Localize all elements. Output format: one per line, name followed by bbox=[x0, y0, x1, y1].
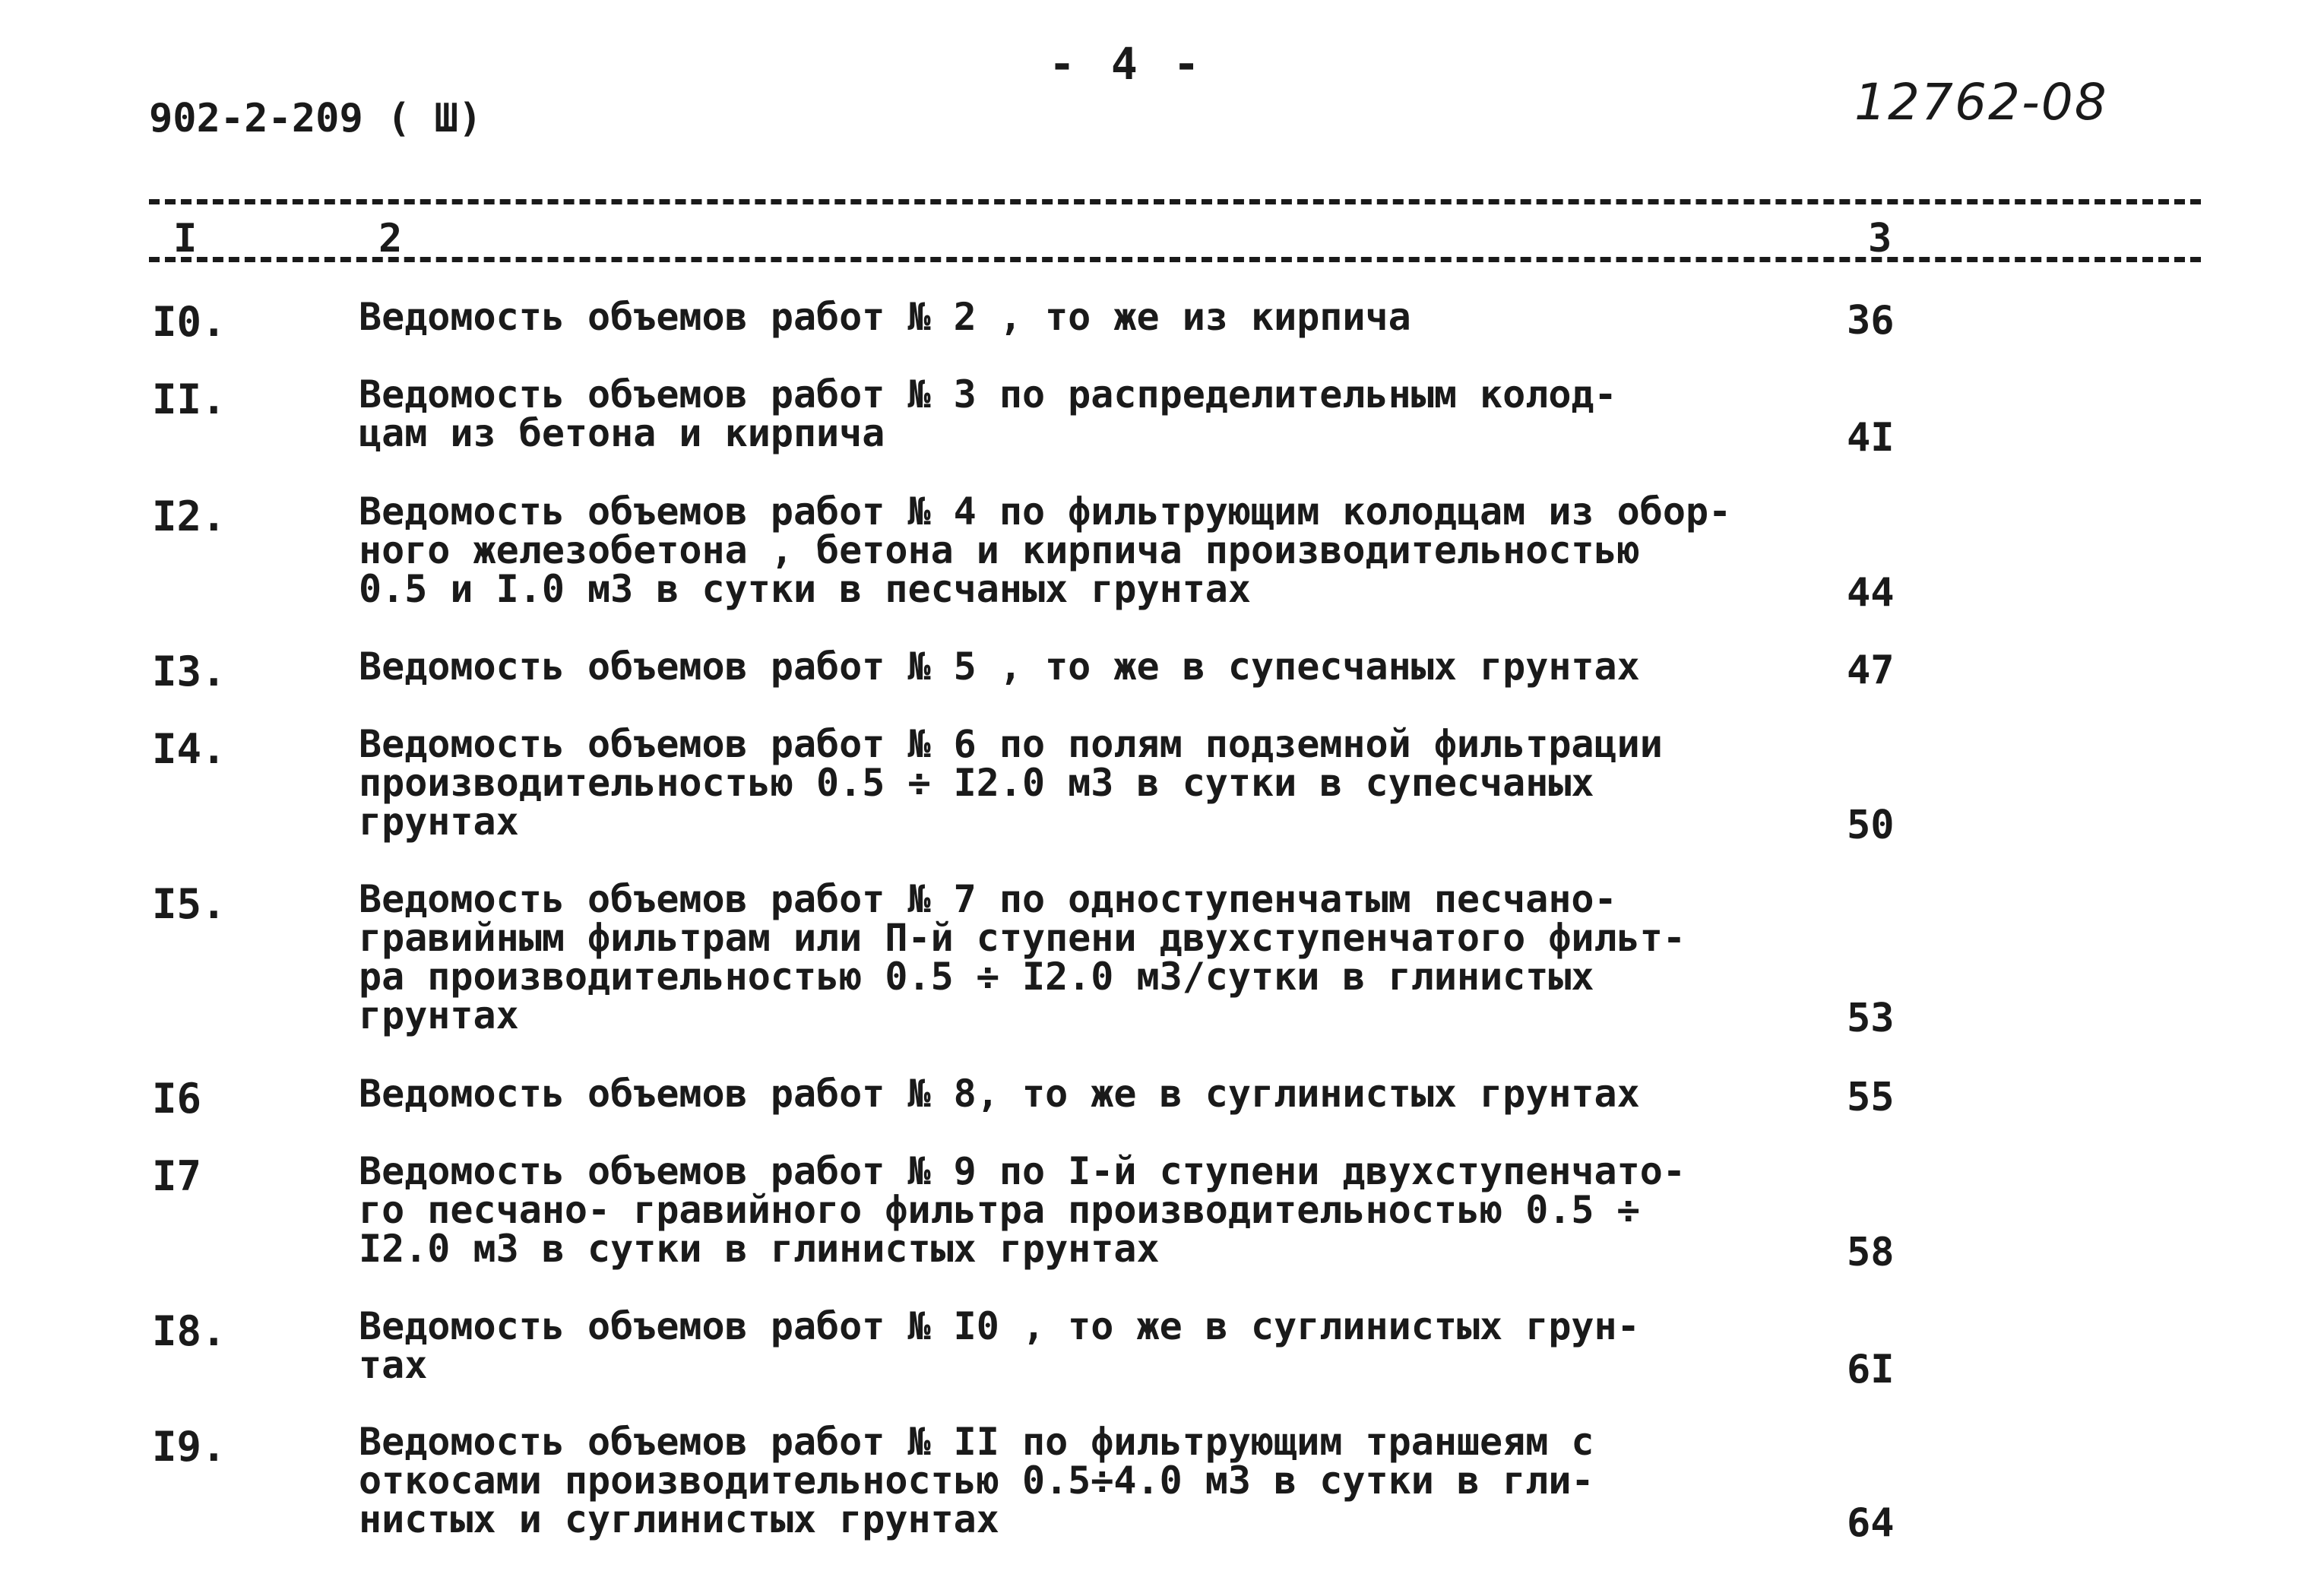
row-number: I2. bbox=[152, 493, 226, 540]
row-number: I3. bbox=[152, 648, 226, 695]
column-header-page: 3 bbox=[1868, 216, 1892, 261]
row-page: 53 bbox=[1847, 996, 1895, 1041]
row-title: Ведомость объемов работ № 4 по фильтрующим колодцам из обор- ного железобетона , бетона и кирпича производительностью 0.5 и I.0 м3 в сутки в песчаных грунтах bbox=[359, 489, 1732, 611]
row-number: I6 bbox=[152, 1075, 202, 1123]
row-title: Ведомость объемов работ № 7 по одноступенчатым песчано- гравийным фильтрам или П-й ступени двухступенчатого фильт- ра производительностью 0.5 ÷ I2.0 м3/сутки в глинистых грунтах bbox=[359, 877, 1686, 1037]
row-page: 6I bbox=[1847, 1347, 1895, 1392]
row-number: I8. bbox=[152, 1307, 226, 1355]
row-page: 36 bbox=[1847, 298, 1895, 344]
row-page: 50 bbox=[1847, 803, 1895, 848]
row-number: I9. bbox=[152, 1423, 226, 1471]
table-top-rule bbox=[149, 199, 2201, 204]
row-page: 55 bbox=[1847, 1075, 1895, 1120]
row-page: 44 bbox=[1847, 570, 1895, 616]
column-header-title: 2 bbox=[378, 216, 403, 261]
row-page: 64 bbox=[1847, 1500, 1895, 1546]
row-title: Ведомость объемов работ № I0 , то же в суглинистых грун- тах bbox=[359, 1304, 1640, 1387]
row-title: Ведомость объемов работ № 8, то же в суглинистых грунтах bbox=[359, 1072, 1640, 1116]
archive-number: 12762-08 bbox=[1854, 73, 2108, 131]
row-number: I0. bbox=[152, 298, 226, 346]
row-title: Ведомость объемов работ № 3 по распределительным колод- цам из бетона и кирпича bbox=[359, 372, 1617, 455]
row-number: II. bbox=[152, 375, 226, 423]
row-number: I7 bbox=[152, 1152, 202, 1200]
row-number: I5. bbox=[152, 880, 226, 928]
row-page: 58 bbox=[1847, 1230, 1895, 1275]
document-code: 902-2-209 ( Ш) bbox=[149, 96, 483, 141]
row-page: 4I bbox=[1847, 415, 1895, 461]
row-page: 47 bbox=[1847, 648, 1895, 693]
row-title: Ведомость объемов работ № 2 , то же из кирпича bbox=[359, 295, 1411, 339]
row-number: I4. bbox=[152, 725, 226, 773]
row-title: Ведомость объемов работ № 9 по I-й ступени двухступенчато- го песчано- гравийного фильтра производительностью 0.5 ÷ I2.0 м3 в сутки в глинистых грунтах bbox=[359, 1149, 1686, 1271]
row-title: Ведомость объемов работ № 5 , то же в супесчаных грунтах bbox=[359, 645, 1640, 689]
column-header-number: I bbox=[173, 216, 198, 261]
table-header-rule bbox=[149, 257, 2201, 262]
row-title: Ведомость объемов работ № 6 по полям подземной фильтрации производительностью 0.5 ÷ I2.0 м3 в сутки в супесчаных грунтах bbox=[359, 722, 1663, 844]
page-number: - 4 - bbox=[1049, 38, 1205, 90]
row-title: Ведомость объемов работ № II по фильтрующим траншеям с откосами производительностью 0.5÷4.0 м3 в сутки в гли- нистых и суглинистых грунтах bbox=[359, 1420, 1594, 1541]
